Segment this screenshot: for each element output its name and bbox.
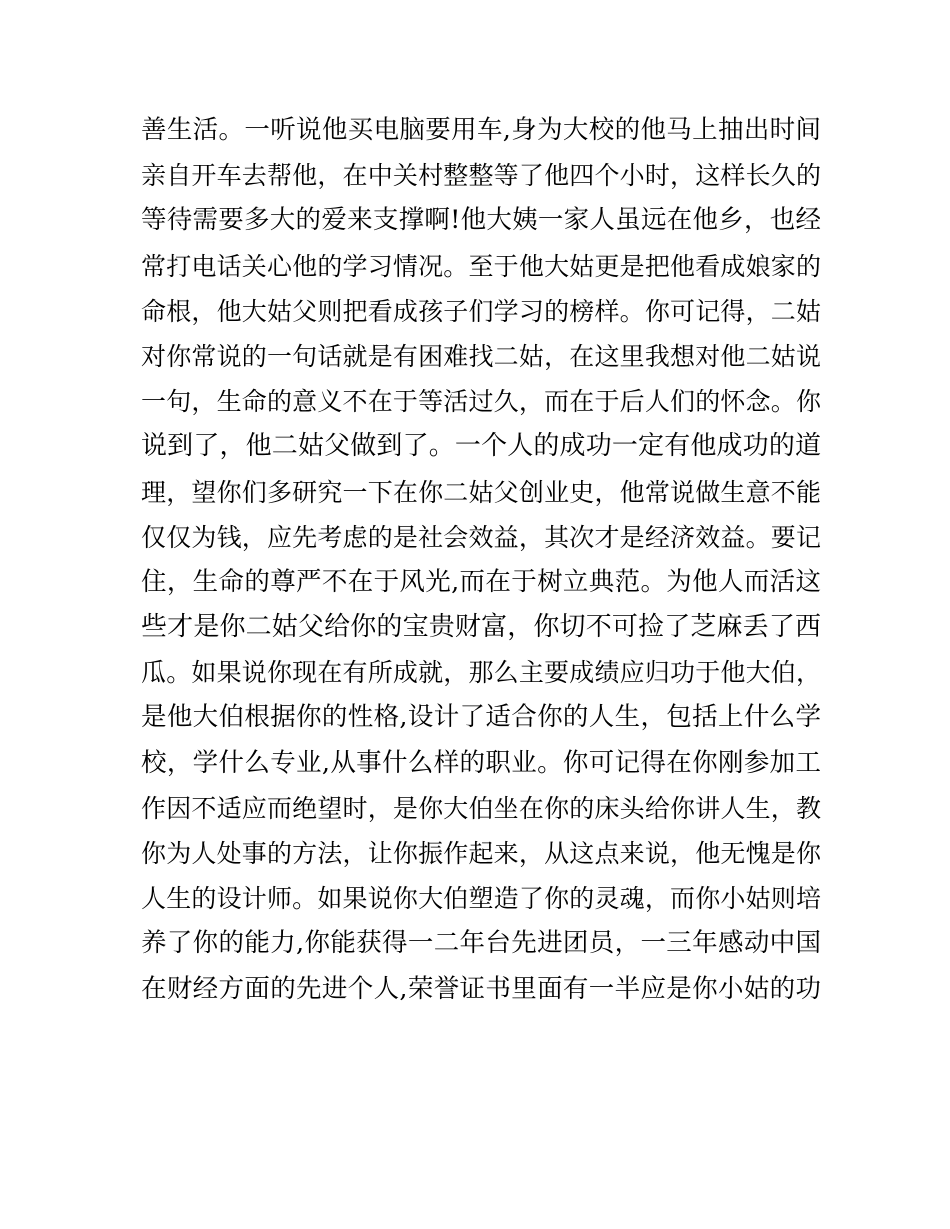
text-line: 善生活。一听说他买电脑要用车,身为大校的他马上抽出时间 <box>141 115 821 145</box>
text-line: 瓜。如果说你现在有所成就，那么主要成绩应归功于他大伯， <box>141 658 821 688</box>
text-line: 作因不适应而绝望时，是你大伯坐在你的床头给你讲人生，教 <box>141 793 821 823</box>
text-line: 等待需要多大的爱来支撑啊!他大姨一家人虽远在他乡，也经 <box>141 205 821 236</box>
text-line: 住，生命的尊严不在于风光,而在于树立典范。为他人而活这 <box>141 566 821 597</box>
text-line: 人生的设计师。如果说你大伯塑造了你的灵魂，而你小姑则培 <box>141 884 821 914</box>
text-line: 养了你的能力,你能获得一二年台先进团员，一三年感动中国 <box>141 928 821 959</box>
text-line: 说到了，他二姑父做到了。一个人的成功一定有他成功的道 <box>141 431 821 462</box>
body-text <box>141 108 821 1012</box>
text-line: 对你常说的一句话就是有困难找二姑，在这里我想对他二姑说 <box>141 341 821 371</box>
text-line: 命根，他大姑父则把看成孩子们学习的榜样。你可记得，二姑 <box>141 296 821 326</box>
text-line: 些才是你二姑父给你的宝贵财富，你切不可捡了芝麻丢了西 <box>141 612 821 643</box>
text-line: 仅仅为钱，应先考虑的是社会效益，其次才是经济效益。要记 <box>141 522 821 552</box>
text-line: 校，学什么专业,从事什么样的职业。你可记得在你刚参加工 <box>141 747 821 778</box>
text-line: 在财经方面的先进个人,荣誉证书里面有一半应是你小姑的功 <box>141 973 821 1004</box>
text-line: 亲自开车去帮他，在中关村整整等了他四个小时，这样长久的 <box>141 161 821 191</box>
text-line: 你为人处事的方法，让你振作起来，从这点来说，他无愧是你 <box>141 839 821 868</box>
text-line: 理，望你们多研究一下在你二姑父创业史，他常说做生意不能 <box>141 477 821 507</box>
text-line: 一句，生命的意义不在于等活过久，而在于后人们的怀念。你 <box>141 387 821 417</box>
text-line: 是他大伯根据你的性格,设计了适合你的人生，包括上什么学 <box>141 702 821 733</box>
text-line: 常打电话关心他的学习情况。至于他大姑更是把他看成娘家的 <box>141 251 821 281</box>
